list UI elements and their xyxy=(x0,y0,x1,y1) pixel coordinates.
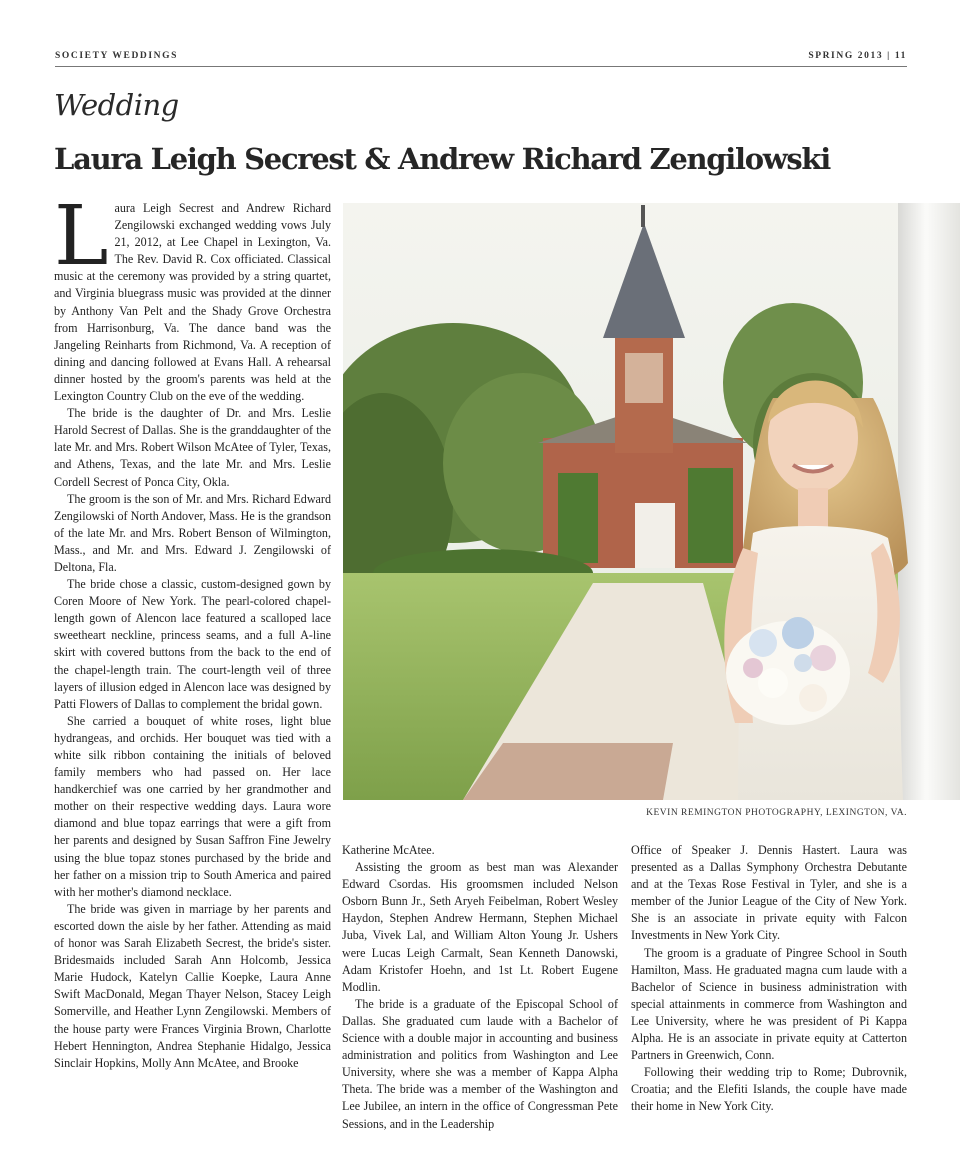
article-paragraph: Assisting the groom as best man was Alexander Edward Csordas. His groomsmen included Nelson Osborn Bunn Jr., Seth Aryeh Feibelman, Robert Wesley Haydon, Stephen Andrew Hermann, Stephen Michael Juba, Vivek Lal, and William Alton Young Jr. Ushers were Lucas Leigh Carmalt, Sean Kenneth Danowski, Adam Kristofer Hoehn, and 1st Lt. Robert Eugene Modlin. xyxy=(342,860,618,994)
article-paragraph: The bride chose a classic, custom-designed gown by Coren Moore of New York. The pearl-colored chapel-length gown of Alencon lace featured a scalloped lace sweetheart neckline, princess seams, and a full A-line skirt with covered buttons from the back to the end of the chapel-length train. The court-length veil of three layers of illusion edged in Alencon lace was designed by Patti Flowers of Dallas to complement the bridal gown. xyxy=(54,577,331,711)
article-paragraph: The bride is the daughter of Dr. and Mrs. Leslie Harold Secrest of Dallas. She is the granddaughter of the late Mr. and Mrs. Robert Wilson McAtee of Tyler, Texas, and Athens, Texas, and the late Mr. and Mrs. Leslie Cordell Secrest of Ponca City, Okla. xyxy=(54,406,331,489)
article-column-1 xyxy=(54,189,331,1072)
article-paragraph: The groom is the son of Mr. and Mrs. Richard Edward Zengilowski of North Andover, Mass. He is the grandson of the late Mr. and Mrs. Robert Benson of Wilmington, Mass., and Mr. and Mrs. Edward J. Zengilowski of Deltona, Fla. xyxy=(54,491,331,574)
article-paragraph: She carried a bouquet of white roses, light blue hydrangeas, and orchids. Her bouquet was tied with a white silk ribbon containing the initials of beloved family members who had passed on. Her lace handkerchief was one carried by her grandmother and mother on their respective wedding days. Laura wore diamond and blue topaz earrings that were a gift from her parents and designed by Susan Saffron Fine Jewelry using the blue topaz stones purchased by the bride and her father on a mission trip to South America and paired with her mother's diamond necklace. xyxy=(54,713,331,899)
article-paragraph: Following their wedding trip to Rome; Dubrovnik, Croatia; and the Elefiti Islands, the couple have made their home in New York City. xyxy=(631,1065,907,1114)
article-kicker: Wedding xyxy=(54,88,179,122)
article-column-3 xyxy=(631,842,907,1116)
article-paragraph: The bride is a graduate of the Episcopal School of Dallas. She graduated cum laude with a Bachelor of Science with a double major in accounting and business administration and politics from Washington and Lee University, where she was a member of Kappa Alpha Theta. The bride was a member of the Washington and Lee Jubilee, an intern in the office of Congressman Pete Sessions, and in the Leadership xyxy=(342,996,618,1131)
article-paragraph: The groom is a graduate of Pingree School in South Hamilton, Mass. He graduated magna cum laude with a Bachelor of Science in business administration with special attainments in commerce from Washington and Lee University, where he was president of Pi Kappa Alpha. He is an associate in private equity at Catterton Partners in Greenwich, Conn. xyxy=(631,945,907,1063)
article-paragraph: Office of Speaker J. Dennis Hastert. Laura was presented as a Dallas Symphony Orchestra Debutante and at the Texas Rose Festival in Tyler, and she is a member of the Junior League of the City of New York. She is an associate in private equity with Falcon Investments in New York City. xyxy=(631,843,907,943)
page-header xyxy=(55,50,907,67)
article-paragraph: Katherine McAtee. xyxy=(342,843,435,857)
section-label: SOCIETY WEDDINGS xyxy=(55,51,179,61)
article-title: Laura Leigh Secrest & Andrew Richard Zengilowski xyxy=(54,142,830,176)
article-paragraph: The bride was given in marriage by her parents and escorted down the aisle by her father. Attending as maid of honor was Sarah Elizabeth Secrest, the bride's sister. Bridesmaids included Sarah Ann Holcomb, Jessica Marie Hudock, Katelyn Callie Koepke, Laura Anne Swift MacDonald, Megan Thayer Nelson, Stacey Leigh Somerville, and Heather Lynn Zengilowski. Members of the house party were Frances Virginia Brown, Charlotte Hebert Hennington, Andrea Stephanie Hidalgo, Jessica Sinclair Hopkins, Molly Ann McAtee, and Brooke xyxy=(54,901,331,1070)
drop-cap: L xyxy=(54,189,109,284)
issue-page-label: SPRING 2013 | 11 xyxy=(808,51,907,61)
article-column-2 xyxy=(342,842,618,1133)
article-paragraph: aura Leigh Secrest and Andrew Richard Zengilowski exchanged wedding vows July 21, 2012, at Lee Chapel in Lexington, Va. The Rev. David R. Cox officiated. Classical music at the ceremony was provided by a string quartet, and Virginia bluegrass music was provided at the dinner by Anthony Van Pelt and the Shady Grove Orchestra from Harrisonburg, Va. The dance band was the Jangeling Reinharts from Richmond, Va. A reception of dining and dancing followed at Evans Hall. A rehearsal dinner hosted by the groom's parents was held at the Lexington Country Club on the eve of the wedding. xyxy=(54,201,331,404)
wedding-photo xyxy=(343,203,960,800)
bride-chapel-illustration xyxy=(343,203,960,800)
photo-credit: KEVIN REMINGTON PHOTOGRAPHY, LEXINGTON, VA. xyxy=(646,808,907,818)
